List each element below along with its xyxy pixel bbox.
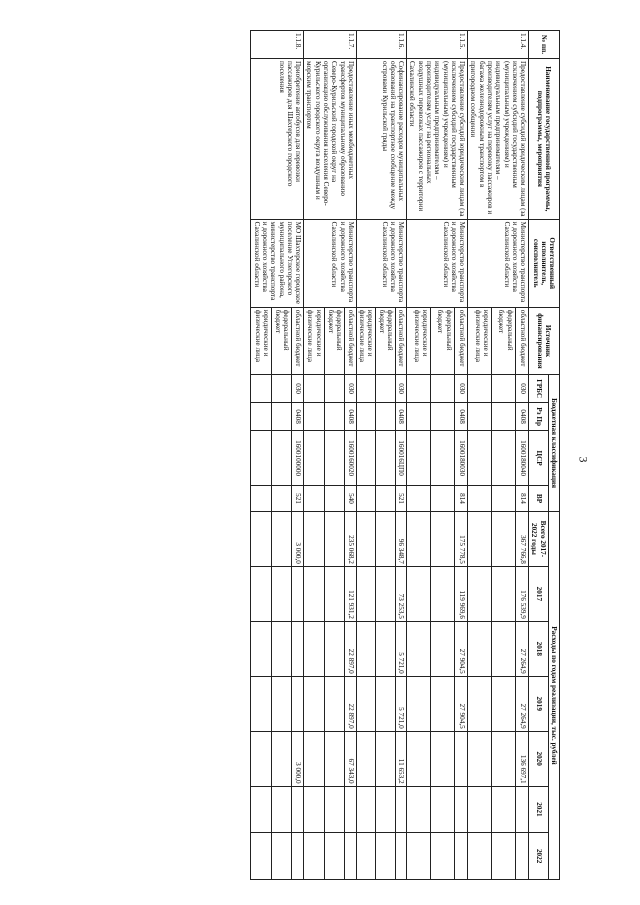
cell-total: 96 348,7 [395,511,406,566]
cell-no: 1.1.4. [468,31,529,59]
cell-y2022 [304,833,324,880]
cell-rzpr: 0408 [454,403,468,431]
cell-source: областной бюджет [395,307,406,374]
cell-rzpr: 0408 [345,403,357,431]
cell-csr [356,431,376,486]
cell-rzpr [251,403,271,431]
cell-vr: 540 [345,486,357,512]
cell-y2017: 119 969,6 [454,566,468,621]
cell-y2020: 67 343,0 [345,731,357,786]
cell-name: Предоставление субсидий юридическим лицам (за исключением субсидий государственным (муниципальным) учреждениям) и индивидуальным предпринимателям – производителям услуг на региональных воздушных перевозках пассажиров с территории Сахалинской области [407,58,468,219]
cell-vr [376,486,396,512]
cell-rzpr [407,403,431,431]
cell-y2017 [491,566,515,621]
cell-y2020 [407,731,431,786]
cell-csr [251,431,271,486]
cell-grbs: 030 [292,375,304,403]
cell-y2020 [376,731,396,786]
cell-vr: 814 [454,486,468,512]
cell-y2019 [407,676,431,731]
cell-y2020: 11 653,2 [395,731,406,786]
cell-y2019 [468,676,492,731]
cell-y2018 [324,621,344,676]
cell-y2020 [454,731,468,786]
cell-y2017 [304,566,324,621]
cell-y2020 [468,731,492,786]
cell-y2022 [407,833,431,880]
page-number: 3 [576,456,591,463]
cell-source: юридические и физические лица [468,307,492,374]
cell-y2017: 121 931,2 [345,566,357,621]
cell-csr: 1600160020 [345,431,357,486]
cell-y2020 [304,731,324,786]
cell-rzpr [468,403,492,431]
cell-total [324,511,344,566]
cell-total: 235 068,2 [345,511,357,566]
table-row [345,31,357,880]
cell-y2022 [356,833,376,880]
cell-y2017 [292,566,304,621]
col-rzpr: Рз Пр [529,403,549,431]
col-executor: Ответственный исполнитель, соисполнитель [529,219,560,307]
table-body [251,31,529,880]
cell-y2021 [356,786,376,833]
cell-rzpr: 0408 [292,403,304,431]
cell-y2022 [324,833,344,880]
cell-source: областной бюджет [454,307,468,374]
table-row [515,31,529,880]
cell-y2021 [345,786,357,833]
cell-grbs: 030 [395,375,406,403]
cell-y2017 [468,566,492,621]
cell-y2019: 27 264,9 [515,676,529,731]
col-2019: 2019 [529,676,549,731]
cell-y2019 [376,676,396,731]
cell-executor: Министерство транспорта и дорожного хозяйства Сахалинской области [356,219,406,307]
cell-rzpr: 0408 [395,403,406,431]
col-source: Источник финансирования [529,307,560,374]
cell-y2022 [468,833,492,880]
cell-y2019: 5 721,0 [395,676,406,731]
cell-grbs [468,375,492,403]
cell-y2021 [292,786,304,833]
cell-y2022 [454,833,468,880]
cell-y2021 [251,786,271,833]
cell-grbs [271,375,291,403]
cell-y2021 [454,786,468,833]
cell-rzpr: 0408 [515,403,529,431]
cell-y2021 [376,786,396,833]
table-row [395,31,406,880]
cell-no: 1.1.5. [407,31,468,59]
cell-y2018 [356,621,376,676]
cell-csr [430,431,454,486]
cell-grbs [251,375,271,403]
cell-y2022 [251,833,271,880]
table-row [454,31,468,880]
cell-vr [271,486,291,512]
cell-source: областной бюджет [292,307,304,374]
cell-vr: 521 [292,486,304,512]
cell-source: федеральный бюджет [430,307,454,374]
cell-no: 1.1.6. [356,31,406,59]
cell-grbs [491,375,515,403]
cell-y2022 [271,833,291,880]
cell-csr [407,431,431,486]
cell-y2017: 176 539,9 [515,566,529,621]
col-2018: 2018 [529,621,549,676]
budget-table [250,30,560,880]
cell-y2020 [356,731,376,786]
cell-y2019: 27 904,5 [454,676,468,731]
table-row [292,31,304,880]
col-2021: 2021 [529,786,549,833]
cell-rzpr [430,403,454,431]
cell-y2018 [376,621,396,676]
cell-total [251,511,271,566]
cell-vr: 521 [395,486,406,512]
cell-y2018: 5 721,0 [395,621,406,676]
cell-y2020: 3 000,0 [292,731,304,786]
col-total: Всего 2017-2022 годы [529,511,549,566]
cell-y2021 [324,786,344,833]
cell-y2018 [407,621,431,676]
cell-rzpr [271,403,291,431]
cell-grbs: 030 [345,375,357,403]
cell-rzpr [376,403,396,431]
cell-y2019 [271,676,291,731]
col-2020: 2020 [529,731,549,786]
cell-source: федеральный бюджет [271,307,291,374]
cell-y2018: 27 264,9 [515,621,529,676]
col-no: № пп. [529,31,560,59]
cell-source: юридические и физические лица [356,307,376,374]
cell-csr [304,431,324,486]
cell-y2021 [491,786,515,833]
cell-csr [491,431,515,486]
cell-y2017 [407,566,431,621]
col-expenses: Расходы по годам реализации, тыс. рублей [548,511,559,879]
cell-y2021 [515,786,529,833]
cell-executor: Министерство транспорта и дорожного хозяйства Сахалинской области [304,219,357,307]
cell-y2018 [468,621,492,676]
cell-rzpr [491,403,515,431]
cell-y2018 [304,621,324,676]
cell-name: Приобретение автобусов для перевозки пассажиров для Шахтерского городского поселения [251,58,304,219]
cell-rzpr [304,403,324,431]
cell-y2018: 22 897,0 [345,621,357,676]
col-name: Наименование государственной программы, подпрограммы, мероприятия [529,58,560,219]
cell-csr: 1600180040 [515,431,529,486]
cell-y2022 [515,833,529,880]
col-grbs: ГРБС [529,375,549,403]
cell-grbs [430,375,454,403]
cell-y2019 [324,676,344,731]
cell-vr [491,486,515,512]
cell-executor: Министерство транспорта и дорожного хозяйства Сахалинской области [407,219,468,307]
cell-grbs [304,375,324,403]
cell-executor: МО Шахтерское городское поселение Углегорского муниципального района, министерство транспорта и дорожного хозяйства Сахалинской области [251,219,304,307]
cell-y2019: 22 897,0 [345,676,357,731]
cell-source: федеральный бюджет [324,307,344,374]
cell-y2019 [356,676,376,731]
col-2017: 2017 [529,566,549,621]
cell-source: федеральный бюджет [491,307,515,374]
cell-source: юридические и физические лица [407,307,431,374]
cell-vr [304,486,324,512]
cell-grbs [356,375,376,403]
cell-y2018 [430,621,454,676]
cell-rzpr [356,403,376,431]
cell-y2020 [491,731,515,786]
cell-y2019 [491,676,515,731]
col-vr: ВР [529,486,549,512]
col-csr: ЦСР [529,431,549,486]
cell-grbs: 030 [454,375,468,403]
cell-y2018 [491,621,515,676]
cell-y2019 [430,676,454,731]
cell-source: юридические и физические лица [251,307,271,374]
cell-total [376,511,396,566]
col-budget-class: Бюджетная классификация [548,375,559,512]
cell-csr [324,431,344,486]
cell-total: 367 766,8 [515,511,529,566]
cell-csr: 160016ЦП0 [395,431,406,486]
cell-y2022 [491,833,515,880]
cell-name: Предоставление иных межбюджетных трансфертов муниципальному образованию Северо-Курильский городской округ на организацию обслуживания населения Северо-Курильского городского округа воздушным и морским транспортом [304,58,357,219]
cell-vr [468,486,492,512]
cell-name: Софинансирование расходов муниципальных образований на транспортное сообщение между островами Курильской гряды [356,58,406,219]
cell-y2019 [304,676,324,731]
cell-grbs [376,375,396,403]
cell-y2018 [251,621,271,676]
cell-y2017 [356,566,376,621]
cell-y2022 [395,833,406,880]
cell-y2021 [430,786,454,833]
cell-y2019 [251,676,271,731]
cell-y2021 [304,786,324,833]
cell-y2022 [292,833,304,880]
cell-source: федеральный бюджет [376,307,396,374]
cell-grbs [407,375,431,403]
cell-vr [407,486,431,512]
cell-y2017 [251,566,271,621]
cell-grbs [324,375,344,403]
cell-y2020: 136 697,1 [515,731,529,786]
cell-source: юридические и физические лица [304,307,324,374]
cell-y2020 [430,731,454,786]
cell-csr: 1600180030 [454,431,468,486]
cell-y2021 [407,786,431,833]
cell-y2020 [324,731,344,786]
cell-total [430,511,454,566]
cell-total [304,511,324,566]
cell-vr [251,486,271,512]
cell-vr [356,486,376,512]
col-2022: 2022 [529,833,549,880]
cell-vr: 814 [515,486,529,512]
cell-csr: 1600100000 [292,431,304,486]
cell-total [356,511,376,566]
budget-table-sheet [80,30,560,880]
cell-total [407,511,431,566]
cell-y2022 [430,833,454,880]
cell-csr [468,431,492,486]
cell-y2017: 73 253,5 [395,566,406,621]
cell-executor: Министерство транспорта и дорожного хозяйства Сахалинской области [468,219,529,307]
cell-total: 175 778,5 [454,511,468,566]
cell-y2017 [271,566,291,621]
cell-total [271,511,291,566]
cell-vr [324,486,344,512]
cell-y2021 [271,786,291,833]
cell-csr [271,431,291,486]
cell-y2017 [324,566,344,621]
cell-y2021 [468,786,492,833]
cell-total [468,511,492,566]
cell-y2018: 27 904,5 [454,621,468,676]
cell-y2017 [430,566,454,621]
cell-y2018 [292,621,304,676]
cell-source: областной бюджет [345,307,357,374]
cell-y2019 [292,676,304,731]
cell-source: областной бюджет [515,307,529,374]
cell-y2021 [395,786,406,833]
cell-total: 3 000,0 [292,511,304,566]
cell-y2022 [345,833,357,880]
cell-name: Предоставление субсидий юридическим лицам (за исключением субсидий государственным (муниципальным) учреждениям) и индивидуальным предпринимателям – производителям услуг на перевозку пассажиров и багажа железнодорожным транспортом в пригородном сообщении [468,58,529,219]
cell-rzpr [324,403,344,431]
cell-y2022 [376,833,396,880]
cell-y2017 [376,566,396,621]
cell-grbs: 030 [515,375,529,403]
cell-vr [430,486,454,512]
cell-csr [376,431,396,486]
cell-no: 1.1.7. [304,31,357,59]
cell-total [491,511,515,566]
cell-y2018 [271,621,291,676]
cell-no: 1.1.8. [251,31,304,59]
cell-y2020 [271,731,291,786]
cell-y2020 [251,731,271,786]
